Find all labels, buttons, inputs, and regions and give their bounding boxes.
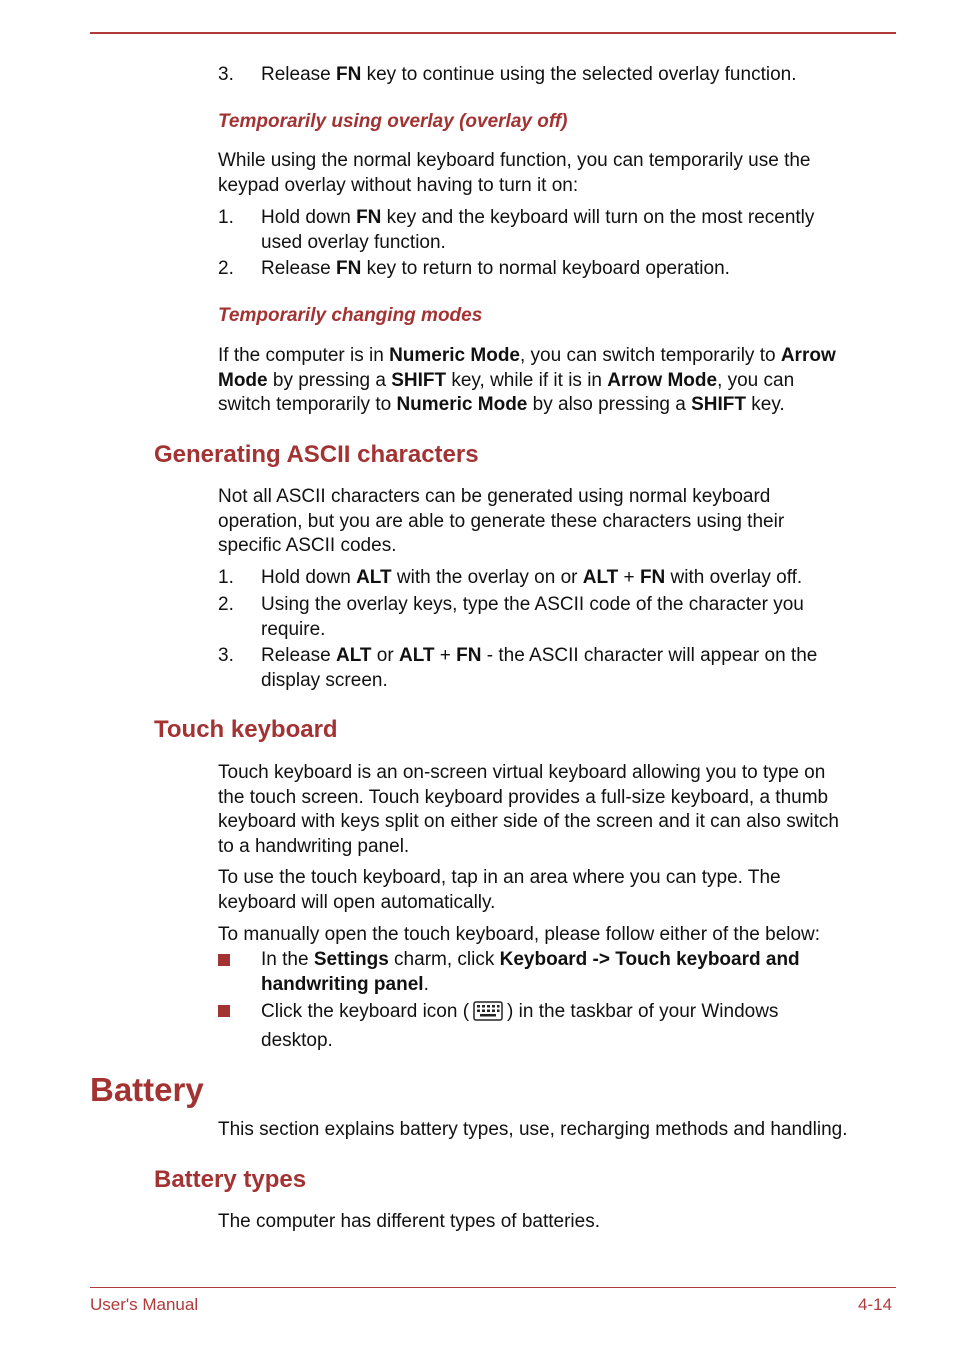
step-number: 1. [218, 207, 234, 228]
step-number: 2. [218, 594, 234, 615]
bullet-square-icon [218, 954, 230, 966]
bullet-item-text: In the Settings charm, click Keyboard -> Touch keyboard and handwriting panel. [261, 949, 800, 995]
subheading-overlay-off: Temporarily using overlay (overlay off) [218, 111, 568, 132]
paragraph: Touch keyboard is an on-screen virtual keyboard allowing you to type on the touch screen. Touch keyboard provides a full-size keyboard, a thumb keyboard with keys split on either side of the screen and it can also switch to a handwriting panel. [218, 762, 839, 857]
paragraph: If the computer is in Numeric Mode, you can switch temporarily to Arrow Mode by pressing a SHIFT key, while if it is in Arrow Mode, you can switch temporarily to Numeric Mode by also pressing a SHIFT key. [218, 345, 836, 415]
paragraph: The computer has different types of batteries. [218, 1211, 600, 1232]
list-item-text: Hold down ALT with the overlay on or ALT + FN with overlay off. [261, 567, 803, 588]
section-heading-touch-keyboard: Touch keyboard [154, 716, 338, 743]
header-rule [90, 32, 896, 34]
footer-manual-title: User's Manual [90, 1295, 199, 1314]
bullet-square-icon [218, 1005, 230, 1017]
list-item-text: Using the overlay keys, type the ASCII code of the character you require. [261, 594, 804, 640]
chapter-heading-battery: Battery [90, 1071, 204, 1108]
step-number: 3. [218, 645, 234, 666]
step-number: 3. [218, 64, 234, 85]
list-item-text: Hold down FN key and the keyboard will turn on the most recently used overlay function. [261, 207, 815, 253]
list-item-text: Release FN key to continue using the selected overlay function. [261, 64, 797, 85]
paragraph: Not all ASCII characters can be generated using normal keyboard operation, but you are able to generate these characters using their specific ASCII codes. [218, 486, 785, 556]
list-item-text: Release ALT or ALT + FN - the ASCII character will appear on the display screen. [261, 645, 818, 691]
subheading-changing-modes: Temporarily changing modes [218, 305, 483, 326]
paragraph: This section explains battery types, use, recharging methods and handling. [218, 1119, 848, 1140]
bullet-item-text: Click the keyboard icon ( ) in the taskbar of your Windows desktop. [261, 1001, 779, 1051]
page-number: 4-14 [858, 1295, 893, 1314]
footer-rule [90, 1287, 896, 1288]
section-heading-ascii: Generating ASCII characters [154, 441, 479, 468]
step-number: 1. [218, 567, 234, 588]
section-heading-battery-types: Battery types [154, 1166, 307, 1193]
paragraph: To manually open the touch keyboard, please follow either of the below: [218, 924, 821, 945]
keyboard-icon [473, 1001, 503, 1029]
paragraph: While using the normal keyboard function, you can temporarily use the keypad overlay without having to turn it on: [218, 150, 811, 196]
paragraph: To use the touch keyboard, tap in an area where you can type. The keyboard will open automatically. [218, 867, 781, 913]
step-number: 2. [218, 258, 234, 279]
list-item-text: Release FN key to return to normal keyboard operation. [261, 258, 730, 279]
